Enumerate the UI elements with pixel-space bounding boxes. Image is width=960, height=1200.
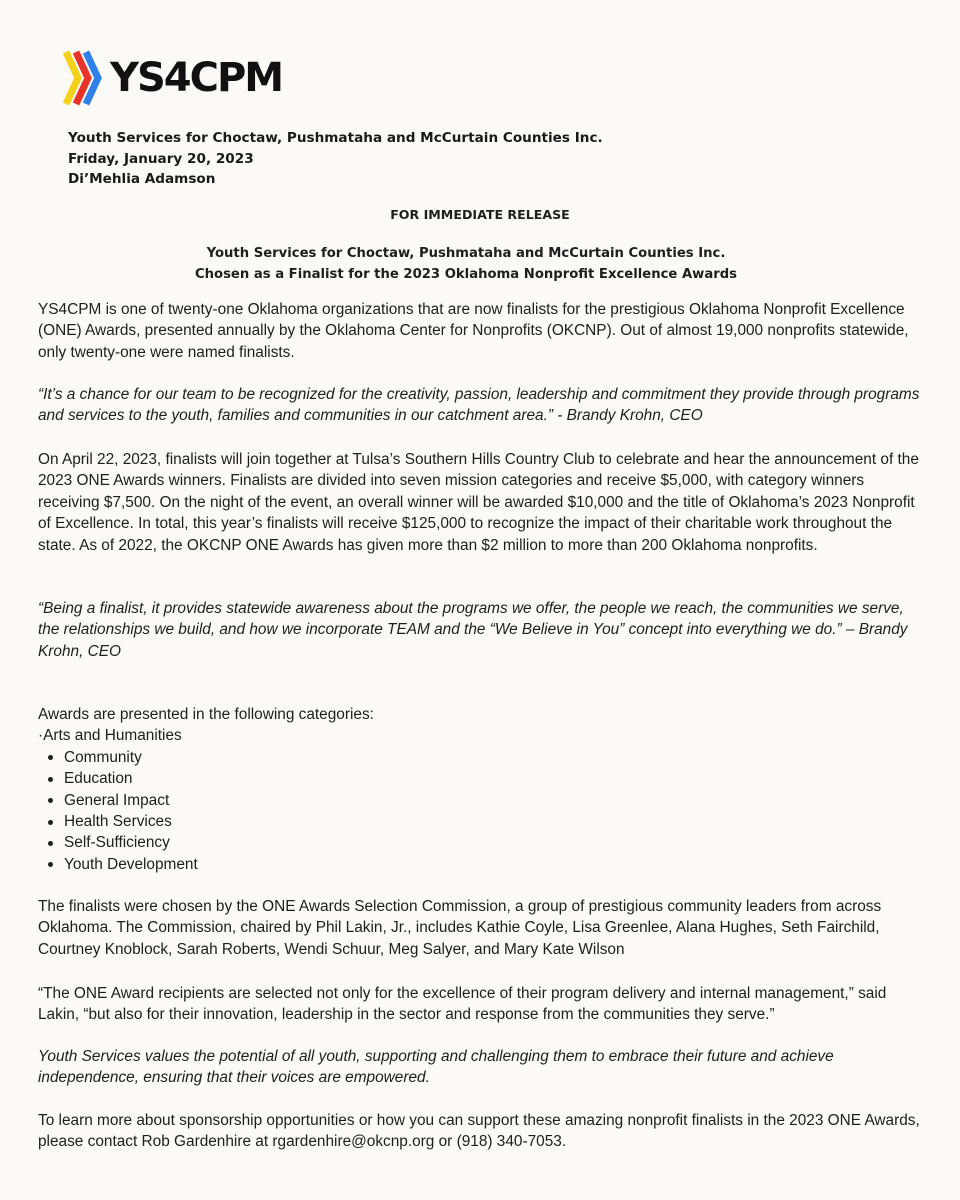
category-arts-humanities: ·Arts and Humanities	[38, 727, 182, 745]
list-item: Youth Development	[38, 854, 928, 875]
event-paragraph: On April 22, 2023, finalists will join together at Tulsa’s Southern Hills Country Club to celebrate and hear the announcement of the 2023 ONE Awards winners. Finalists are divided into seven mission categories and receive $5,000, with category winners receiving $7,500. On the night of the event, an overall winner will be awarded $10,000 and the title of Oklahoma’s 2023 Nonprofit of Excellence. In total, this year’s finalists will receive $125,000 to recognize the impact of their charitable work throughout the state. As of 2022, the OKCNP ONE Awards has given more than $2 million to more than 200 Oklahoma nonprofits.	[38, 451, 919, 554]
release-label: FOR IMMEDIATE RELEASE	[390, 207, 570, 222]
logo-wordmark: YS4CPM	[110, 55, 283, 101]
ys4cpm-logo	[62, 46, 302, 112]
list-item: General Impact	[38, 790, 928, 811]
headline-line-2: Chosen as a Finalist for the 2023 Oklahoma Nonprofit Excellence Awards	[194, 266, 738, 282]
chevron-logo-icon	[62, 46, 110, 112]
contact-paragraph: To learn more about sponsorship opportunities or how you can support these amazing nonprofit finalists in the 2023 ONE Awards, please contact Rob Gardenhire at rgardenhire@okcnp.org or (918) 340-7053.	[38, 1112, 920, 1151]
headline	[0, 244, 932, 285]
list-item: Self-Sufficiency	[38, 832, 928, 853]
release-date: Friday, January 20, 2023	[68, 150, 254, 167]
press-header	[68, 128, 603, 190]
categories-list	[38, 747, 928, 875]
mission-statement: Youth Services values the potential of all youth, supporting and challenging them to embrace their future and achieve independence, ensuring that their voices are empowered.	[38, 1048, 834, 1087]
intro-paragraph: YS4CPM is one of twenty-one Oklahoma organizations that are now finalists for the prestigious Oklahoma Nonprofit Excellence (ONE) Awards, presented annually by the Oklahoma Center for Nonprofits (OKCNP). Out of almost 19,000 nonprofits statewide, only twenty-one were named finalists.	[38, 301, 909, 361]
ceo-quote-2: “Being a finalist, it provides statewide awareness about the programs we offer, the people we reach, the communities we serve, the relationships we build, and how we incorporate TEAM and the “We Believe in You” concept into everything we do.” – Brandy Krohn, CEO	[38, 600, 908, 660]
contact-name: Di’Mehlia Adamson	[68, 171, 216, 187]
ceo-quote-1: “It’s a chance for our team to be recognized for the creativity, passion, leadership and commitment they provide through programs and services to the youth, families and communities in our catchment area.” - Brandy Krohn, CEO	[38, 386, 920, 425]
list-item: Community	[38, 747, 928, 768]
organization-name: Youth Services for Choctaw, Pushmataha and McCurtain Counties Inc.	[68, 130, 603, 146]
list-item: Health Services	[38, 811, 928, 832]
list-item: Education	[38, 768, 928, 789]
categories-intro: Awards are presented in the following categories:	[38, 706, 374, 723]
lakin-quote: “The ONE Award recipients are selected not only for the excellence of their program delivery and internal management,” said Lakin, “but also for their innovation, leadership in the sector and response from the communities they serve.”	[38, 985, 887, 1024]
headline-line-1: Youth Services for Choctaw, Pushmataha and McCurtain Counties Inc.	[206, 246, 726, 261]
commission-paragraph: The finalists were chosen by the ONE Awards Selection Commission, a group of prestigious community leaders from across Oklahoma. The Commission, chaired by Phil Lakin, Jr., includes Kathie Coyle, Lisa Greenlee, Alana Hughes, Seth Fairchild, Courtney Knoblock, Sarah Roberts, Wendi Schuur, Meg Salyer, and Mary Kate Wilson	[38, 898, 882, 958]
categories-section	[38, 704, 928, 875]
